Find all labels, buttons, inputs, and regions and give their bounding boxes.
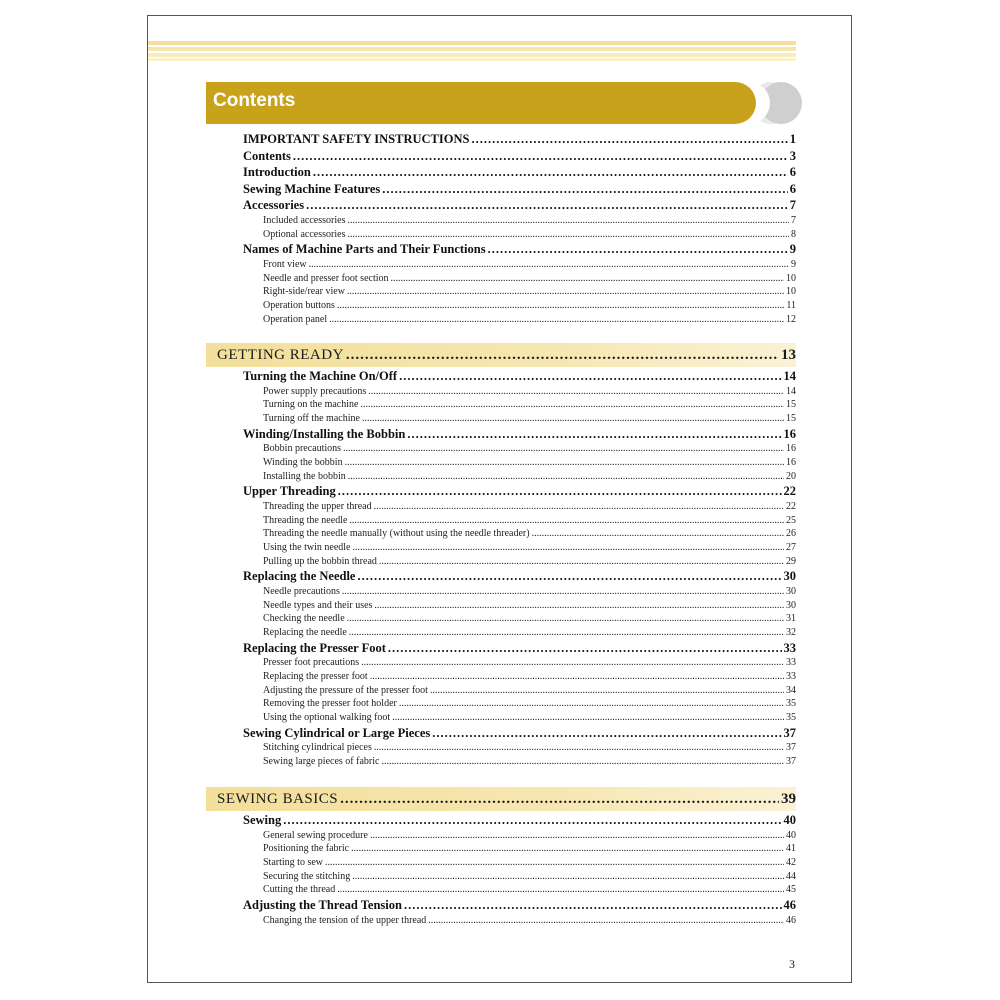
toc-subentry[interactable] [243,285,796,299]
chapter-heading-getting-ready[interactable] [206,343,796,367]
toc-entry-page-number: 16 [786,456,796,468]
toc-entry-label: General sewing procedure [263,829,368,841]
toc-entry-page-number: 42 [786,856,796,868]
page-number: 3 [789,957,795,971]
toc-entry-label: Needle precautions [263,585,340,597]
toc-entry[interactable] [243,131,796,148]
dot-leader [352,870,784,884]
toc-entry-label: IMPORTANT SAFETY INSTRUCTIONS [243,132,470,146]
toc-entry[interactable] [243,725,796,742]
toc-entry-label: Right-side/rear view [263,286,345,298]
dot-leader [313,164,788,181]
toc-entry-page-number: 37 [783,725,796,740]
dot-leader [392,711,784,725]
toc-subentry[interactable] [243,870,796,884]
toc-entry-page-number: 41 [786,843,796,855]
toc-entry-label: Introduction [243,165,311,180]
toc-entry-page-number: 8 [791,228,796,240]
dot-leader [351,842,784,856]
dot-leader [361,656,784,670]
dot-leader [283,812,781,829]
toc-entry-label: Adjusting the Thread Tension [243,898,402,913]
toc-entry-page-number: 45 [786,884,796,896]
dot-leader [342,585,784,599]
toc-entry-page-number: 16 [786,443,796,455]
toc-entry[interactable] [243,181,796,198]
toc-entry-label: Replacing the Presser Foot [243,640,386,655]
toc-entry-label: Pulling up the bobbin thread [263,555,377,567]
toc-entry[interactable] [243,897,796,914]
toc-subentry[interactable] [243,711,796,725]
dot-leader [347,228,789,242]
toc-subentry[interactable] [243,599,796,613]
toc-entry-label: Using the twin needle [263,541,351,553]
dot-leader [357,568,781,585]
toc-entry-page-number: 27 [786,541,796,553]
toc-entry-page-number: 35 [786,698,796,710]
toc-entry-page-number: 37 [786,742,796,754]
toc-entry-page-number: 34 [786,684,796,696]
toc-subentry[interactable] [243,656,796,670]
dot-leader [347,612,784,626]
toc-entry-page-number: 30 [786,599,796,611]
toc-entry[interactable] [243,426,796,443]
toc-subentry[interactable] [243,500,796,514]
toc-entry-label: Threading the needle [263,514,348,526]
toc-entry-page-number: 30 [786,585,796,597]
dot-leader [345,456,784,470]
dot-leader [407,426,781,443]
toc-entry-label: Sewing large pieces of fabric [263,756,380,767]
dot-leader [382,181,787,198]
toc-entry-label: Changing the tension of the upper thread [263,914,427,926]
dot-leader [430,684,784,698]
toc-entry[interactable] [243,197,796,214]
toc-entry-page-number: 16 [783,426,796,441]
toc-entry-page-number: 9 [789,242,796,257]
toc-entry-page-number: 22 [783,484,796,499]
toc-entry[interactable] [243,640,796,657]
dot-leader [360,398,784,412]
toc-subentry[interactable] [243,299,796,313]
toc-entry-page-number: 6 [789,165,796,180]
toc-section-front-matter [243,131,796,326]
toc-subentry[interactable] [243,585,796,599]
toc-subentry[interactable] [243,741,796,755]
toc-entry[interactable] [243,568,796,585]
toc-entry-label: Using the optional walking foot [263,712,391,724]
toc-subentry[interactable] [243,258,796,272]
dot-leader [428,914,784,928]
toc-entry-page-number: 3 [789,148,796,163]
toc-entry-page-number: 33 [786,670,796,682]
toc-entry-page-number: 7 [789,198,796,213]
toc-subentry[interactable] [243,470,796,484]
toc-entry-label: Threading the needle manually (without using the needle threader) [263,528,530,540]
chapter-page-number: 39 [781,791,796,807]
toc-entry-label: Turning off the machine [263,412,360,424]
toc-entry-label: Securing the stitching [263,870,351,882]
dot-leader [343,442,784,456]
toc-entry-page-number: 35 [786,712,796,724]
toc-entry-page-number: 22 [786,500,796,512]
toc-entry[interactable] [243,148,796,165]
dot-leader [432,725,781,742]
toc-subentry[interactable] [243,755,796,769]
dot-leader [374,741,784,755]
toc-subentry[interactable] [243,385,796,399]
document-page [147,15,852,983]
toc-subentry[interactable] [243,272,796,286]
toc-entry-label: Sewing Machine Features [243,181,381,196]
toc-entry-page-number: 32 [786,627,796,638]
toc-entry-label: Turning the Machine On/Off [243,369,398,383]
decorative-header-band [148,41,796,61]
toc-entry-page-number: 7 [791,214,796,226]
toc-entry-page-number: 46 [783,898,796,913]
toc-subentry[interactable] [243,670,796,684]
toc-entry-page-number: 46 [786,914,796,926]
toc-entry-label: Names of Machine Parts and Their Functions [243,242,486,257]
toc-entry-page-number: 44 [786,870,796,882]
toc-entry-page-number: 37 [786,756,796,767]
dot-leader [338,483,782,500]
dot-leader [370,829,784,843]
dot-leader [347,214,789,228]
dot-leader [399,697,784,711]
dot-leader [329,313,784,327]
toc-entry[interactable] [243,483,796,500]
dot-leader [325,856,784,870]
dot-leader [379,555,784,569]
toc-entry-label: Presser foot precautions [263,657,360,669]
toc-entry-page-number: 20 [786,470,796,482]
dot-leader [349,626,784,640]
toc-entry-label: Front view [263,258,307,270]
toc-entry-label: Bobbin precautions [263,443,342,455]
toc-entry-label: Sewing Cylindrical or Large Pieces [243,725,431,740]
toc-subentry[interactable] [243,527,796,541]
dot-leader [309,258,789,272]
dot-leader [374,599,784,613]
toc-subentry[interactable] [243,626,796,640]
toc-entry-label: Adjusting the pressure of the presser foot [263,684,428,696]
toc-entry-label: Stitching cylindrical pieces [263,742,372,754]
toc-subentry[interactable] [243,541,796,555]
toc-entry-label: Accessories [243,198,305,213]
toc-entry-label: Operation panel [263,313,328,325]
dot-leader [381,755,784,769]
dot-leader [293,148,788,165]
toc-entry-label: Turning on the machine [263,399,359,411]
toc-subentry[interactable] [243,883,796,897]
toc-subentry[interactable] [243,856,796,870]
dot-leader [348,470,784,484]
toc-entry-page-number: 15 [786,399,796,411]
toc-entry-label: Included accessories [263,214,346,226]
dot-leader [388,640,782,657]
toc-entry[interactable] [243,241,796,258]
dot-leader [532,527,784,541]
dot-leader [391,272,784,286]
dot-leader [352,541,784,555]
toc-entry-page-number: 1 [789,132,796,146]
toc-entry-label: Replacing the Needle [243,569,356,584]
toc-entry-page-number: 26 [786,528,796,540]
toc-entry-label: Threading the upper thread [263,500,372,512]
toc-entry-label: Positioning the fabric [263,843,350,855]
toc-subentry[interactable] [243,313,796,327]
toc-entry[interactable] [243,812,796,829]
toc-entry-page-number: 14 [783,369,796,383]
toc-entry-label: Operation buttons [263,300,335,311]
toc-entry-page-number: 6 [789,181,796,196]
toc-entry-label: Power supply precautions [263,385,367,397]
toc-entry-label: Winding the bobbin [263,456,343,468]
toc-entry-label: Replacing the needle [263,627,347,638]
dot-leader [337,299,784,313]
toc-subentry[interactable] [243,914,796,928]
toc-entry-label: Upper Threading [243,484,336,499]
dot-leader [488,241,788,258]
toc-entry-page-number: 14 [786,385,796,397]
toc-subentry[interactable] [243,612,796,626]
contents-heading-bar [206,82,756,124]
toc-entry-label: Installing the bobbin [263,470,346,482]
toc-entry-label: Sewing [243,813,282,827]
toc-subentry[interactable] [243,214,796,228]
dot-leader [370,670,784,684]
toc-entry-label: Replacing the presser foot [263,670,368,682]
dot-leader [374,500,784,514]
toc-entry-page-number: 25 [786,514,796,526]
toc-subentry[interactable] [243,555,796,569]
toc-subentry[interactable] [243,514,796,528]
toc-subentry[interactable] [243,842,796,856]
toc-subentry[interactable] [243,398,796,412]
chapter-title: GETTING READY [217,347,344,363]
toc-entry-label: Optional accessories [263,228,346,240]
dot-leader [306,197,788,214]
toc-entry-page-number: 29 [786,555,796,567]
dot-leader [399,368,781,385]
toc-entry-page-number: 33 [786,657,796,669]
toc-subentry[interactable] [243,412,796,426]
toc-section-sewing-basics [243,812,796,927]
chapter-heading-sewing-basics[interactable] [206,787,796,811]
toc-subentry[interactable] [243,697,796,711]
toc-entry-label: Removing the presser foot holder [263,698,397,710]
toc-entry-label: Cutting the thread [263,884,336,896]
dot-leader [404,897,782,914]
toc-entry-label: Starting to sew [263,856,323,868]
toc-entry-label: Needle types and their uses [263,599,373,611]
toc-entry-label: Contents [243,148,291,163]
toc-entry-page-number: 9 [791,258,796,270]
chapter-page-number: 13 [781,347,796,363]
toc-entry-page-number: 15 [786,412,796,424]
toc-subentry[interactable] [243,684,796,698]
dot-leader [337,883,784,897]
toc-entry-page-number: 10 [786,272,796,284]
dot-leader [349,514,784,528]
toc-subentry[interactable] [243,829,796,843]
toc-entry-label: Checking the needle [263,613,345,625]
toc-entry-page-number: 11 [786,300,796,311]
toc-entry-page-number: 31 [786,613,796,625]
dot-leader [471,131,787,148]
toc-entry-page-number: 12 [786,313,796,325]
toc-entry-page-number: 40 [786,829,796,841]
toc-entry-page-number: 10 [786,286,796,298]
toc-entry-page-number: 40 [783,813,796,827]
toc-entry-page-number: 30 [783,569,796,584]
toc-section-getting-ready [243,368,796,769]
toc-subentry[interactable] [243,228,796,242]
toc-entry[interactable] [243,368,796,385]
dot-leader [368,385,784,399]
toc-entry[interactable] [243,164,796,181]
chapter-title: SEWING BASICS [217,791,339,807]
toc-entry-label: Needle and presser foot section [263,272,389,284]
page-title: Contents [213,90,296,111]
dot-leader [347,285,784,299]
dot-leader [362,412,784,426]
toc-entry-page-number: 33 [783,640,796,655]
toc-entry-label: Winding/Installing the Bobbin [243,426,406,441]
toc-subentry[interactable] [243,442,796,456]
toc-subentry[interactable] [243,456,796,470]
